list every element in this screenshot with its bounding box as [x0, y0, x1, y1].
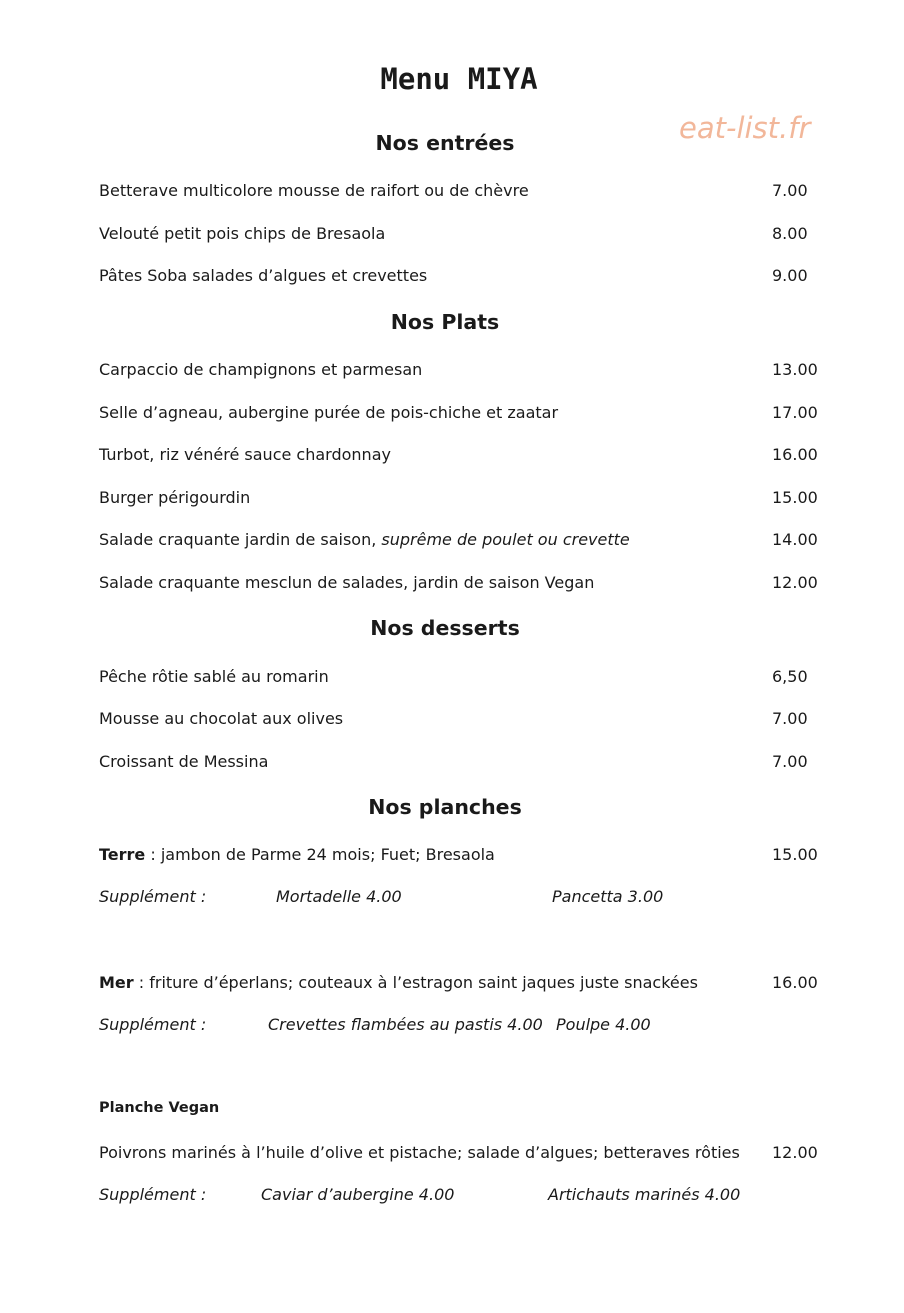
supplement-label: Supplément :: [99, 887, 207, 906]
menu-item: Salade craquante mesclun de salades, jardin de saison Vegan: [99, 573, 595, 592]
menu-item-price: 12.00: [772, 573, 818, 592]
menu-item-price: 9.00: [772, 266, 808, 285]
watermark: eat-list.fr: [679, 111, 811, 145]
supplement-label: Supplément :: [99, 1185, 207, 1204]
planche-vegan-desc: Poivrons marinés à l’huile d’olive et pistache; salade d’algues; betteraves rôties: [99, 1143, 740, 1162]
menu-item-price: 16.00: [772, 445, 818, 464]
planche-terre: [99, 845, 495, 864]
menu-item: Velouté petit pois chips de Bresaola: [99, 224, 386, 243]
section-title-planches: Nos planches: [368, 795, 522, 819]
section-title-entrees: Nos entrées: [375, 131, 515, 155]
menu-item-price: 13.00: [772, 360, 818, 379]
menu-item: Betterave multicolore mousse de raifort ou de chèvre: [99, 181, 529, 200]
menu-item: Pêche rôtie sablé au romarin: [99, 667, 329, 686]
menu-item: Burger périgourdin: [99, 488, 251, 507]
menu-item: Croissant de Messina: [99, 752, 269, 771]
menu-item-price: 15.00: [772, 488, 818, 507]
planche-desc: : jambon de Parme 24 mois; Fuet; Bresaola: [145, 845, 495, 864]
planche-vegan-heading: Planche Vegan: [99, 1100, 220, 1116]
menu-item-price: 7.00: [772, 709, 808, 728]
supplement-item: Caviar d’aubergine 4.00: [261, 1185, 455, 1204]
menu-item-price: 17.00: [772, 403, 818, 422]
menu-item: Mousse au chocolat aux olives: [99, 709, 344, 728]
menu-item-option: suprême de poulet ou crevette: [381, 530, 630, 549]
menu-item-price: 8.00: [772, 224, 808, 243]
planche-label: Terre: [99, 845, 146, 864]
menu-item-price: 14.00: [772, 530, 818, 549]
planche-desc: : friture d’éperlans; couteaux à l’estragon saint jaques juste snackées: [133, 973, 698, 992]
supplement-item: Crevettes flambées au pastis 4.00: [268, 1015, 543, 1034]
supplement-item: Artichauts marinés 4.00: [548, 1185, 741, 1204]
menu-item-price: 7.00: [772, 752, 808, 771]
menu-item-name: Salade craquante jardin de saison,: [99, 530, 382, 549]
menu-item: Carpaccio de champignons et parmesan: [99, 360, 423, 379]
supplement-item: Poulpe 4.00: [556, 1015, 651, 1034]
menu-item-price: 16.00: [772, 973, 818, 992]
supplement-item: Mortadelle 4.00: [276, 887, 402, 906]
menu-item: Pâtes Soba salades d’algues et crevettes: [99, 266, 428, 285]
menu-item: Turbot, riz vénéré sauce chardonnay: [99, 445, 391, 464]
page-title: Menu MIYA: [380, 62, 538, 96]
section-title-desserts: Nos desserts: [370, 616, 520, 640]
section-title-plats: Nos Plats: [390, 310, 500, 334]
menu-item: Selle d’agneau, aubergine purée de pois-chiche et zaatar: [99, 403, 559, 422]
menu-item-price: 6,50: [772, 667, 808, 686]
menu-item: [99, 530, 630, 549]
supplement-item: Pancetta 3.00: [552, 887, 664, 906]
menu-item-price: 7.00: [772, 181, 808, 200]
planche-label: Mer: [99, 973, 134, 992]
planche-mer: [99, 973, 698, 992]
menu-item-price: 12.00: [772, 1143, 818, 1162]
supplement-label: Supplément :: [99, 1015, 207, 1034]
menu-item-price: 15.00: [772, 845, 818, 864]
